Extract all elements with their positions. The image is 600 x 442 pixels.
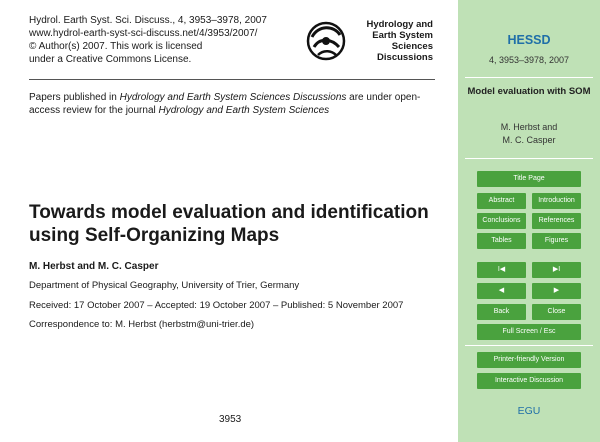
previous-button[interactable]: ◀: [477, 283, 526, 299]
page-number: 3953: [219, 414, 242, 425]
note-text: Papers published in: [29, 92, 120, 103]
sidebar-divider: [465, 158, 593, 159]
note-text: are under open-access review for the journal: [29, 92, 421, 116]
title-page-button[interactable]: Title Page: [477, 171, 581, 187]
review-note: [29, 91, 439, 117]
logo-line: Sciences: [391, 41, 433, 52]
sidebar-title: Model evaluation with SOM: [467, 86, 591, 97]
figures-button[interactable]: Figures: [532, 233, 581, 249]
back-button[interactable]: Back: [477, 304, 526, 320]
tables-button[interactable]: Tables: [477, 233, 526, 249]
sidebar-divider: [465, 345, 593, 346]
volume-info: 4, 3953–3978, 2007: [488, 55, 570, 65]
logo-line: Discussions: [377, 52, 433, 63]
next-button[interactable]: ▶: [532, 283, 581, 299]
sidebar-divider: [465, 77, 593, 78]
navigation-sidebar: [458, 0, 600, 442]
citation-line: under a Creative Commons License.: [29, 54, 192, 65]
affiliation: Department of Physical Geography, University of Trier, Germany: [29, 280, 300, 291]
last-page-button[interactable]: ▶I: [532, 262, 581, 278]
sidebar-author: M. Herbst and: [500, 122, 558, 132]
full-screen-button[interactable]: Full Screen / Esc: [477, 324, 581, 340]
paper-authors: M. Herbst and M. C. Casper: [29, 261, 159, 272]
references-button[interactable]: References: [532, 213, 581, 229]
citation-block: [29, 14, 267, 66]
logo-line: Hydrology and: [366, 19, 433, 30]
paper-title: Towards model evaluation and identification using Self-Organizing Maps: [29, 202, 429, 246]
logo-line: Earth System: [372, 30, 433, 41]
logo-text: [349, 19, 433, 63]
citation-line: © Author(s) 2007. This work is licensed: [29, 41, 203, 52]
interactive-discussion-button[interactable]: Interactive Discussion: [477, 373, 581, 389]
note-journal: Hydrology and Earth System Sciences: [158, 105, 330, 116]
journal-logo: [306, 17, 436, 69]
introduction-button[interactable]: Introduction: [532, 193, 581, 209]
header-divider: [29, 79, 435, 80]
first-page-button[interactable]: I◀: [477, 262, 526, 278]
globe-logo-icon: [306, 17, 348, 63]
egu-label: EGU: [517, 405, 541, 417]
conclusions-button[interactable]: Conclusions: [477, 213, 526, 229]
printer-friendly-button[interactable]: Printer-friendly Version: [477, 352, 581, 368]
citation-line: Hydrol. Earth Syst. Sci. Discuss., 4, 3953–3978, 2007: [29, 15, 267, 26]
journal-abbrev: HESSD: [507, 33, 551, 47]
close-button[interactable]: Close: [532, 304, 581, 320]
publication-dates: Received: 17 October 2007 – Accepted: 19 October 2007 – Published: 5 November 2007: [29, 300, 404, 311]
abstract-button[interactable]: Abstract: [477, 193, 526, 209]
citation-url[interactable]: www.hydrol-earth-syst-sci-discuss.net/4/3953/2007/: [29, 28, 258, 39]
correspondence: Correspondence to: M. Herbst (herbstm@uni-trier.de): [29, 319, 255, 330]
note-journal-discussions: Hydrology and Earth System Sciences Discussions: [119, 92, 347, 103]
sidebar-author: M. C. Casper: [502, 135, 556, 145]
